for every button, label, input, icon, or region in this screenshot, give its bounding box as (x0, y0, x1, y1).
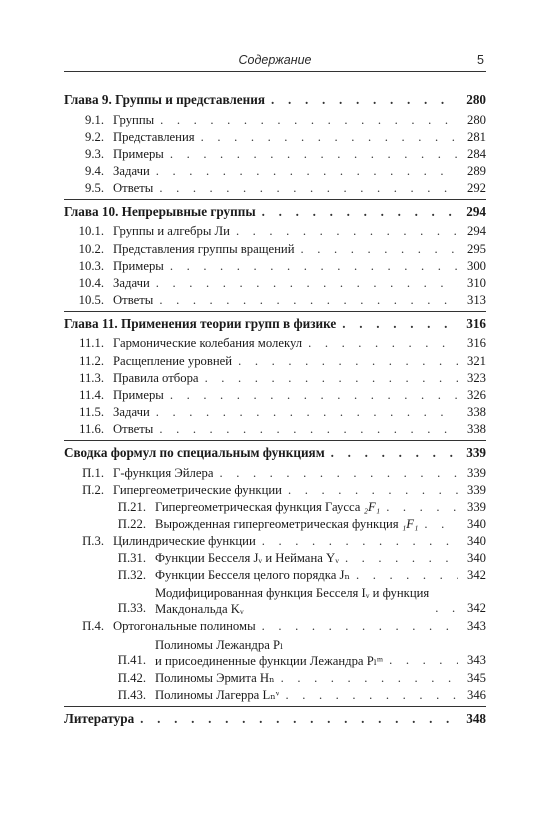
dot-leader (219, 465, 458, 482)
toc-entry-title-text: Примеры (113, 387, 164, 402)
toc-subsection-entry[interactable] (64, 635, 486, 669)
toc-page-number: 340 (466, 550, 486, 565)
toc-entry-number: П.2. (82, 482, 104, 497)
toc-entry-title-text: Глава 9. Группы и представления (64, 92, 265, 107)
toc-entry-number: 9.2. (84, 129, 104, 144)
toc-page-number: 323 (466, 370, 486, 385)
dot-leader (331, 443, 454, 463)
toc-entry-number: П.43. (117, 687, 146, 702)
dot-leader (435, 600, 458, 617)
dot-leader (160, 112, 458, 129)
toc-page-number: 313 (466, 292, 486, 307)
toc-entry-title-text: Ответы (113, 421, 154, 436)
toc-entry-title (146, 637, 383, 669)
dot-leader (342, 314, 454, 334)
toc-entry-title (64, 202, 256, 222)
toc-page-number: 280 (466, 92, 486, 107)
toc-subsection-entry[interactable] (64, 584, 486, 618)
toc-entry-title (146, 670, 275, 687)
toc-entry-title-line-1: Модифицированная функция Бесселя Iᵥ и функция (155, 586, 430, 601)
toc-page-number: 300 (466, 258, 486, 273)
toc-page-number: 316 (466, 315, 486, 331)
toc-chapter-entry[interactable] (64, 443, 486, 463)
page-number: 5 (477, 53, 484, 67)
toc-page-number: 294 (466, 224, 486, 239)
dot-leader (262, 202, 454, 222)
dot-leader (236, 223, 458, 240)
toc-entry-title-text: Полиномы Лагерра Lₙᵛ (155, 687, 280, 702)
dot-leader (271, 90, 454, 110)
toc-entry-number: 10.5. (78, 292, 104, 307)
toc-entry-number: 10.1. (78, 224, 104, 239)
chapter-divider (64, 199, 486, 200)
chapter-divider (64, 706, 486, 707)
toc-entry-title-text: Г-функция Эйлера (113, 465, 214, 480)
toc-entry-title (146, 516, 418, 533)
dot-leader (170, 258, 458, 275)
toc-entry-title (104, 421, 153, 438)
toc-entry-title (104, 465, 213, 482)
toc-entry-title-text: Гипергеометрическая функция Гаусса (155, 499, 361, 514)
toc-entry-title-text: Полиномы Эрмита Hₙ (155, 670, 275, 685)
chapter-divider (64, 440, 486, 441)
toc-subsection-entry[interactable] (64, 567, 486, 584)
toc-entry-title-line-2: Макдональда Kᵥ (155, 602, 244, 617)
toc-section-entry[interactable] (64, 163, 486, 180)
dot-leader (301, 241, 459, 258)
toc-section-entry[interactable] (64, 465, 486, 482)
toc-section-entry[interactable] (64, 533, 486, 550)
toc-entry-title-line-1: Полиномы Лежандра Pₗ (155, 637, 284, 652)
toc-subsection-entry[interactable] (64, 670, 486, 687)
toc-entry-number: 10.3. (78, 258, 104, 273)
toc-entry-title-text: Правила отбора (113, 370, 199, 385)
toc-section-entry[interactable] (64, 258, 486, 275)
toc-page-number: 281 (466, 129, 486, 144)
toc-section-entry[interactable] (64, 618, 486, 635)
table-of-contents (64, 90, 486, 730)
dot-leader (356, 567, 458, 584)
toc-entry-title-line-2: и присоединенные функции Лежандра Pₗᵐ (155, 653, 384, 668)
toc-page-number: 321 (466, 353, 486, 368)
toc-section-entry[interactable] (64, 223, 486, 240)
toc-chapter-entry[interactable] (64, 314, 486, 334)
dot-leader (156, 404, 458, 421)
toc-entry-number: П.22. (117, 516, 146, 531)
toc-page-number: 338 (466, 421, 486, 436)
toc-entry-title-text: Примеры (113, 258, 164, 273)
toc-entry-title (104, 180, 153, 197)
toc-entry-formula: ₂F₁ (363, 499, 381, 514)
dot-leader (389, 652, 458, 669)
chapter-divider (64, 311, 486, 312)
toc-entry-title (146, 567, 350, 584)
toc-entry-number: 9.4. (84, 163, 104, 178)
toc-entry-title-text: Функции Бесселя Jᵥ и Неймана Yᵥ (155, 550, 339, 565)
dot-leader (238, 353, 458, 370)
toc-entry-title (64, 443, 325, 463)
toc-page-number: 289 (466, 163, 486, 178)
toc-entry-title-text: Гармонические колебания молекул (113, 336, 303, 351)
toc-entry-title (104, 370, 199, 387)
toc-entry-formula: ₁F₁ (401, 516, 419, 531)
toc-entry-number: П.41. (117, 652, 146, 667)
toc-section-entry[interactable] (64, 387, 486, 404)
toc-page-number: 340 (466, 516, 486, 531)
toc-entry-number: П.21. (117, 499, 146, 514)
toc-page-number: 339 (466, 465, 486, 480)
toc-entry-number: 11.6. (79, 421, 104, 436)
toc-entry-title (104, 292, 153, 309)
running-head-title: Содержание (238, 53, 312, 67)
toc-entry-title-text: Группы (113, 112, 155, 127)
chapter-spacer (64, 728, 486, 730)
toc-subsection-entry[interactable] (64, 499, 486, 516)
toc-entry-title (104, 335, 302, 352)
toc-entry-number: П.3. (82, 533, 104, 548)
toc-entry-title (146, 550, 339, 567)
toc-entry-title (104, 163, 150, 180)
toc-entry-title (104, 129, 195, 146)
toc-entry-number: 11.5. (79, 404, 104, 419)
toc-entry-title-text: Ответы (113, 180, 154, 195)
toc-entry-title-text: Представления группы вращений (113, 241, 295, 256)
toc-section-entry[interactable] (64, 112, 486, 129)
toc-section-entry[interactable] (64, 482, 486, 499)
toc-page-number: 345 (466, 670, 486, 685)
toc-entry-number: П.4. (82, 619, 104, 634)
toc-entry-number: П.31. (117, 550, 146, 565)
toc-page-number: 339 (466, 482, 486, 497)
toc-page-number: 346 (466, 687, 486, 702)
toc-entry-number: 11.4. (79, 387, 104, 402)
toc-entry-title (64, 709, 134, 729)
toc-entry-title (104, 482, 282, 499)
toc-page-number: 280 (466, 112, 486, 127)
dot-leader (205, 370, 458, 387)
dot-leader (140, 709, 454, 729)
toc-section-entry[interactable] (64, 180, 486, 197)
dot-leader (170, 387, 458, 404)
toc-entry-title (104, 353, 232, 370)
dot-leader (345, 550, 458, 567)
toc-section-entry[interactable] (64, 370, 486, 387)
toc-subsection-entry[interactable] (64, 687, 486, 704)
toc-entry-title-text: Сводка формул по специальным функциям (64, 445, 325, 460)
toc-entry-title-text: Примеры (113, 146, 164, 161)
toc-entry-title-text: Задачи (113, 163, 150, 178)
toc-entry-title-text: Ответы (113, 292, 154, 307)
toc-section-entry[interactable] (64, 404, 486, 421)
toc-entry-title-text: Функции Бесселя целого порядка Jₙ (155, 568, 350, 583)
dot-leader (308, 335, 458, 352)
toc-entry-title-text: Глава 10. Непрерывные группы (64, 203, 256, 219)
toc-entry-title-text: Задачи (113, 404, 150, 419)
toc-page-number: 340 (466, 533, 486, 548)
toc-entry-number: 10.2. (78, 241, 104, 256)
toc-entry-title (104, 241, 295, 258)
dot-leader (159, 292, 458, 309)
toc-entry-title (104, 387, 164, 404)
toc-entry-number: П.42. (117, 670, 146, 685)
toc-page-number: 343 (466, 619, 486, 634)
dot-leader (281, 670, 458, 687)
toc-page-number: 343 (466, 652, 486, 667)
toc-entry-title (64, 90, 265, 110)
toc-entry-number: П.1. (82, 465, 104, 480)
toc-entry-number: 10.4. (78, 275, 104, 290)
toc-entry-title (104, 533, 256, 550)
toc-entry-title (104, 404, 150, 421)
toc-entry-title (104, 223, 230, 240)
toc-entry-title (104, 146, 164, 163)
dot-leader (288, 482, 458, 499)
toc-entry-title (104, 112, 154, 129)
toc-chapter-entry[interactable] (64, 709, 486, 729)
toc-section-entry[interactable] (64, 241, 486, 258)
toc-entry-title-text: Гипергеометрические функции (113, 482, 282, 497)
toc-entry-number: 11.3. (79, 370, 104, 385)
toc-entry-number: 9.5. (84, 180, 104, 195)
toc-page-number: 294 (466, 203, 486, 219)
toc-entry-title (146, 499, 380, 516)
toc-section-entry[interactable] (64, 129, 486, 146)
toc-subsection-entry[interactable] (64, 550, 486, 567)
toc-entry-title-text: Вырожденная гипергеометрическая функция (155, 516, 399, 531)
dot-leader (386, 499, 458, 516)
toc-section-entry[interactable] (64, 292, 486, 309)
dot-leader (156, 163, 458, 180)
toc-entry-number: 9.1. (84, 112, 104, 127)
dot-leader (159, 180, 458, 197)
dot-leader (156, 275, 458, 292)
toc-entry-title (104, 258, 164, 275)
toc-section-entry[interactable] (64, 421, 486, 438)
toc-entry-number: П.33. (117, 601, 146, 616)
toc-entry-title-text: Группы и алгебры Ли (113, 224, 230, 239)
toc-entry-title (146, 687, 279, 704)
toc-subsection-entry[interactable] (64, 516, 486, 533)
toc-section-entry[interactable] (64, 353, 486, 370)
toc-page-number: 316 (466, 336, 486, 351)
toc-entry-title-text: Глава 11. Применения теории групп в физике (64, 315, 337, 331)
toc-entry-number: П.32. (117, 568, 146, 583)
dot-leader (285, 687, 458, 704)
toc-page-number: 342 (466, 568, 486, 583)
toc-entry-title-text: Литература (64, 710, 135, 726)
toc-page-number: 310 (466, 275, 486, 290)
toc-section-entry[interactable] (64, 275, 486, 292)
toc-page-number: 339 (466, 445, 486, 460)
running-head (64, 53, 486, 71)
toc-entry-title (104, 275, 150, 292)
toc-entry-title (146, 585, 429, 617)
toc-page-number: 348 (466, 710, 486, 726)
toc-entry-title-text: Цилиндрические функции (113, 533, 256, 548)
toc-chapter-entry[interactable] (64, 90, 486, 110)
toc-page-number: 284 (466, 146, 486, 161)
toc-entry-title-text: Расщепление уровней (113, 353, 233, 368)
toc-page-number: 338 (466, 404, 486, 419)
dot-leader (262, 533, 458, 550)
dot-leader (424, 516, 458, 533)
toc-entry-title (104, 618, 256, 635)
toc-page-number: 292 (466, 180, 486, 195)
toc-chapter-entry[interactable] (64, 202, 486, 222)
toc-section-entry[interactable] (64, 146, 486, 163)
dot-leader (159, 421, 458, 438)
toc-entry-number: 11.2. (79, 353, 104, 368)
toc-entry-title-text: Представления (113, 129, 195, 144)
dot-leader (201, 129, 458, 146)
dot-leader (262, 618, 458, 635)
toc-entry-title-text: Ортогональные полиномы (113, 619, 256, 634)
dot-leader (170, 146, 458, 163)
toc-page-number: 342 (466, 601, 486, 616)
header-rule (64, 71, 486, 72)
toc-page-number: 326 (466, 387, 486, 402)
toc-page-number: 339 (466, 499, 486, 514)
toc-entry-title-text: Задачи (113, 275, 150, 290)
toc-entry-number: 9.3. (84, 146, 104, 161)
toc-page-number: 295 (466, 241, 486, 256)
toc-entry-number: 11.1. (79, 336, 104, 351)
toc-section-entry[interactable] (64, 335, 486, 352)
toc-entry-title (64, 314, 336, 334)
